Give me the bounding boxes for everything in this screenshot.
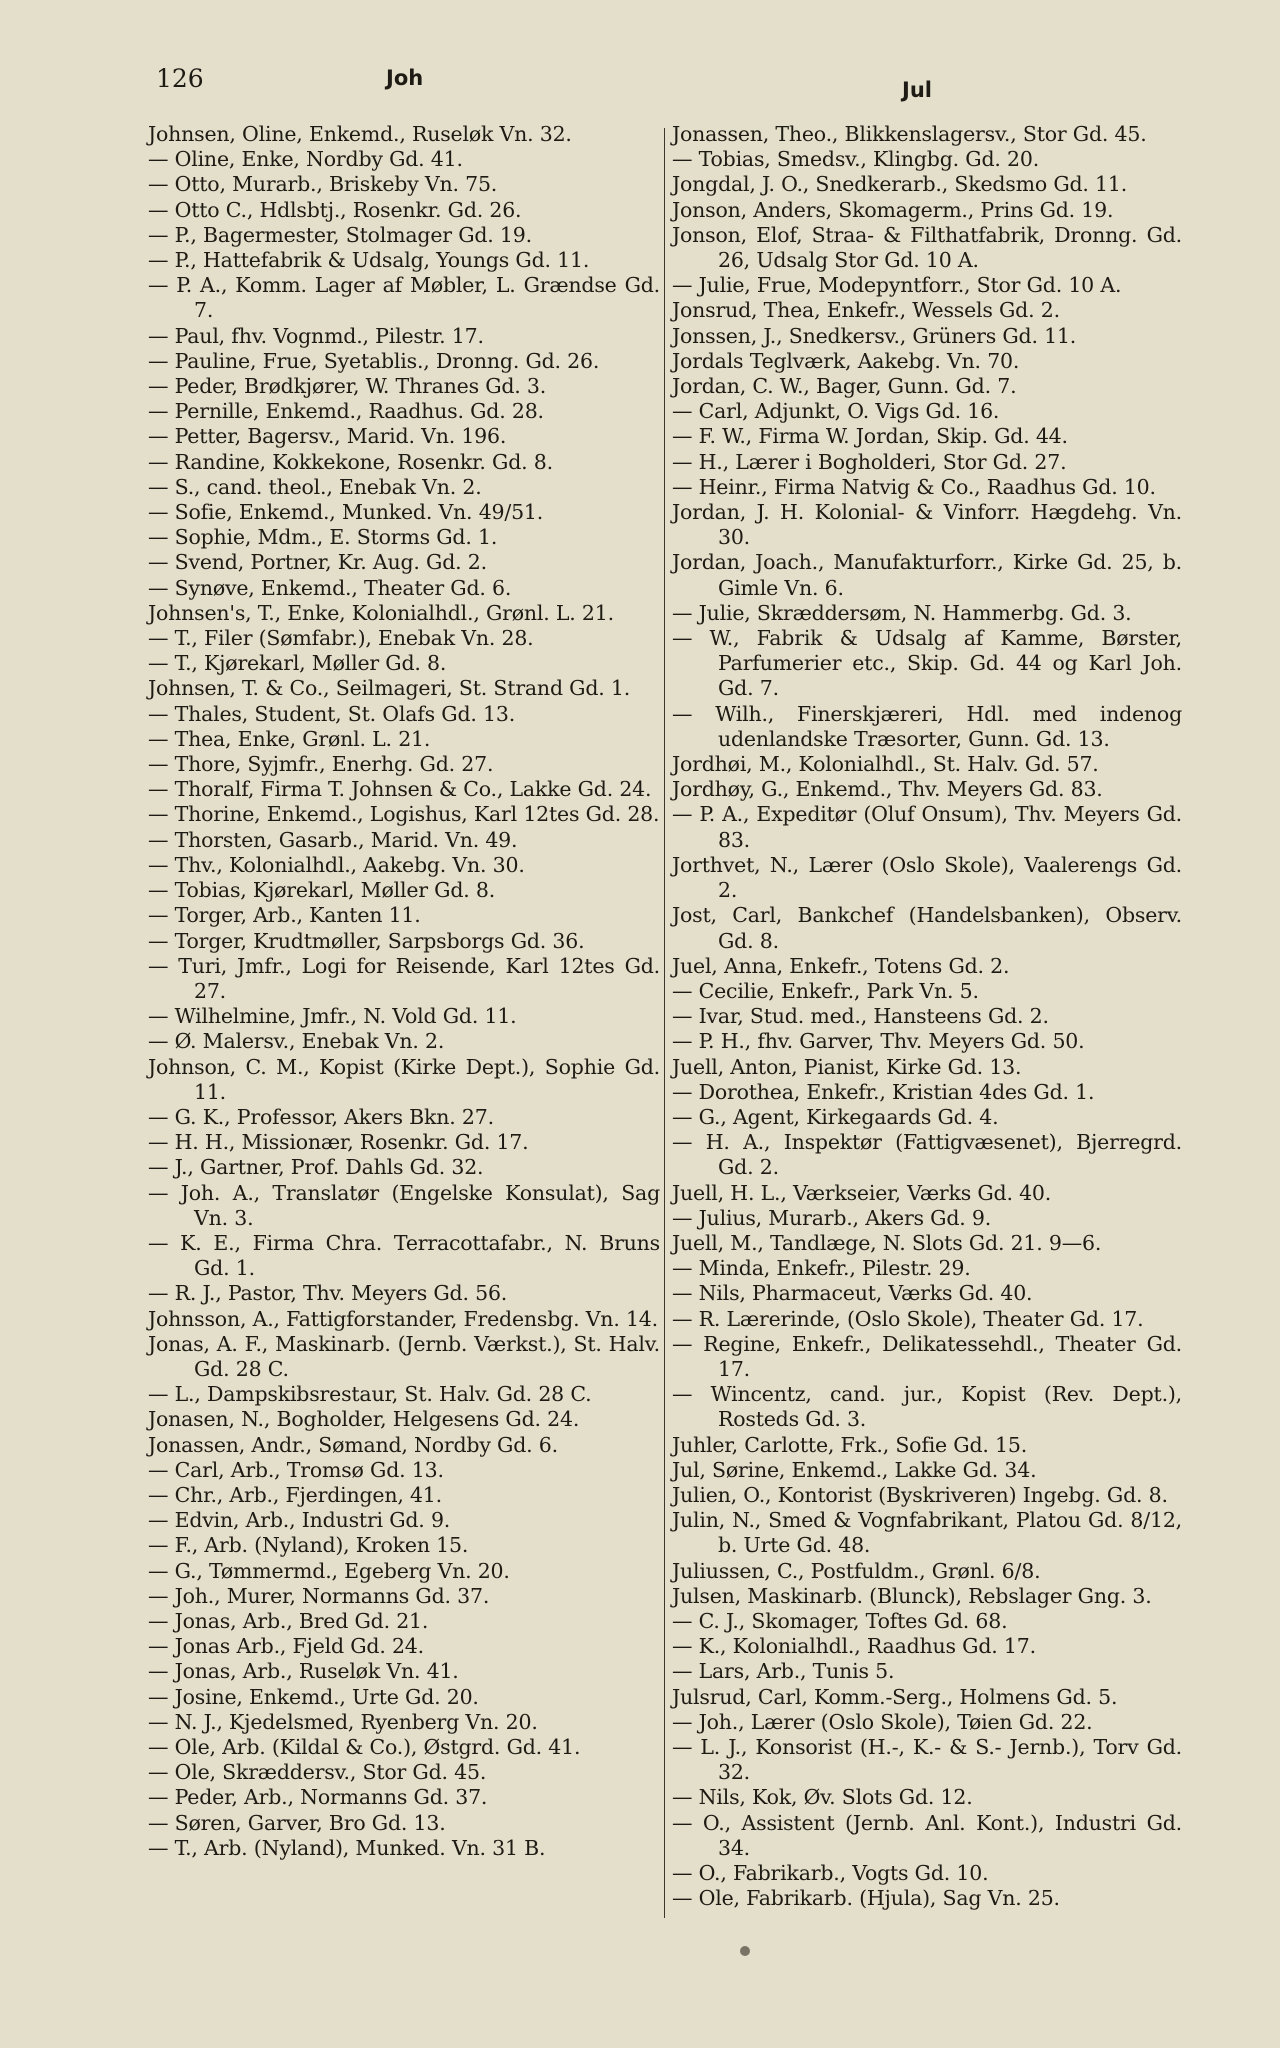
directory-entry: Jordan, Joach., Manufakturforr., Kirke Gd. 25, b. Gimle Vn. 6. [672,550,1182,600]
directory-entry: — Wilh., Finerskjæreri, Hdl. med indenog udenlandske Træsorter, Gunn. Gd. 13. [672,701,1182,751]
directory-entry: — Ivar, Stud. med., Hansteens Gd. 2. [672,1004,1049,1029]
right-column [672,122,1182,1911]
directory-entry: — Ole, Arb. (Kildal & Co.), Østgrd. Gd. 41. [148,1735,581,1759]
directory-entry: — S., cand. theol., Enebak Vn. 2. [148,474,482,499]
directory-entry: — Pauline, Frue, Syetablis., Dronng. Gd. 26. [148,348,600,373]
directory-entry: — Thorine, Enkemd., Logishus, Karl 12tes Gd. 28. [148,802,660,827]
directory-entry: Johnson, C. M., Kopist (Kirke Dept.), Sophie Gd. 11. [148,1054,660,1104]
directory-entry: Jost, Carl, Bankchef (Handelsbanken), Observ. Gd. 8. [672,903,1182,953]
directory-entry: Jonssen, J., Snedkersv., Grüners Gd. 11. [672,323,1077,348]
directory-entry: — Carl, Adjunkt, O. Vigs Gd. 16. [672,399,1000,424]
directory-entry: — T., Kjørekarl, Møller Gd. 8. [148,651,447,676]
directory-entry: — Sophie, Mdm., E. Storms Gd. 1. [148,525,498,550]
directory-entry: — P., Bagermester, Stolmager Gd. 19. [148,222,532,247]
directory-entry: — G., Agent, Kirkegaards Gd. 4. [672,1104,999,1129]
directory-entry: — Søren, Garver, Bro Gd. 13. [148,1810,446,1835]
directory-entry: — R. Lærerinde, (Oslo Skole), Theater Gd. 17. [672,1306,1144,1331]
directory-entry: — Synøve, Enkemd., Theater Gd. 6. [148,575,512,600]
directory-entry: — O., Fabrikarb., Vogts Gd. 10. [672,1861,989,1886]
directory-entry: Jorthvet, N., Lærer (Oslo Skole), Vaalerengs Gd. 2. [672,852,1182,903]
directory-entry: — F. W., Firma W. Jordan, Skip. Gd. 44. [672,424,1068,449]
directory-entry: — P. H., fhv. Garver, Thv. Meyers Gd. 50. [672,1029,1085,1054]
directory-entry: — Julius, Murarb., Akers Gd. 9. [672,1205,992,1230]
directory-entry: — Wincentz, cand. jur., Kopist (Rev. Dept.), Rosteds Gd. 3. [672,1382,1182,1432]
directory-entry: Julsen, Maskinarb. (Blunck), Rebslager Gng. 3. [672,1583,1152,1608]
directory-entry: — H., Lærer i Bogholderi, Stor Gd. 27. [672,449,1067,474]
directory-entry: Johnsson, A., Fattigforstander, Fredensbg. Vn. 14. [148,1306,658,1331]
directory-entry: — Torger, Arb., Kanten 11. [148,903,421,928]
directory-entry: — Jonas, Arb., Ruseløk Vn. 41. [148,1659,459,1684]
ink-spot [740,1946,750,1956]
directory-entry: — Joh. A., Translatør (Engelske Konsulat), Sag Vn. 3. [148,1180,660,1230]
directory-entry: — R. J., Pastor, Thv. Meyers Gd. 56. [148,1281,508,1306]
directory-entry: — O., Assistent (Jernb. Anl. Kont.), Industri Gd. 34. [672,1810,1182,1860]
directory-entry: Juhler, Carlotte, Frk., Sofie Gd. 15. [672,1432,1028,1457]
directory-entry: — Heinr., Firma Natvig & Co., Raadhus Gd. 10. [672,474,1156,499]
directory-entry: Johnsen, Oline, Enkemd., Ruseløk Vn. 32. [148,122,572,146]
directory-entry: — Joh., Murer, Normanns Gd. 37. [148,1583,490,1608]
directory-entry: — T., Arb. (Nyland), Munked. Vn. 31 B. [148,1835,546,1860]
directory-entry: Jordhøy, G., Enkemd., Thv. Meyers Gd. 83. [672,777,1103,802]
page-number: 126 [156,64,204,93]
directory-entry: — G. K., Professor, Akers Bkn. 27. [148,1104,494,1129]
directory-entry: — P. A., Expeditør (Oluf Onsum), Thv. Meyers Gd. 83. [672,802,1182,852]
directory-entry: — H. H., Missionær, Rosenkr. Gd. 17. [148,1130,529,1155]
directory-entry: Jul, Sørine, Enkemd., Lakke Gd. 34. [672,1457,1037,1482]
directory-entry: — P. A., Komm. Lager af Møbler, L. Grændse Gd. 7. [148,273,660,323]
directory-entry: — Carl, Arb., Tromsø Gd. 13. [148,1457,444,1482]
directory-entry: — H. A., Inspektør (Fattigvæsenet), Bjerregrd. Gd. 2. [672,1130,1182,1180]
directory-entry: — L. J., Konsorist (H.-, K.- & S.- Jernb.), Torv Gd. 32. [672,1735,1182,1785]
directory-entry: — J., Gartner, Prof. Dahls Gd. 32. [148,1155,484,1180]
left-column [148,122,660,1861]
directory-entry: — Ole, Skræddersv., Stor Gd. 45. [148,1760,487,1785]
directory-entry: Jordan, C. W., Bager, Gunn. Gd. 7. [672,374,1017,399]
directory-entry: — Turi, Jmfr., Logi for Reisende, Karl 12tes Gd. 27. [148,953,660,1003]
directory-entry: — L., Dampskibsrestaur, St. Halv. Gd. 28 C. [148,1382,592,1407]
directory-entry: — Edvin, Arb., Industri Gd. 9. [148,1508,451,1533]
header-left-word: Joh [386,66,424,90]
directory-entry: — C. J., Skomager, Toftes Gd. 68. [672,1608,1008,1633]
directory-entry: Juell, H. L., Værkseier, Værks Gd. 40. [672,1180,1052,1205]
header-right-word: Jul [902,78,932,102]
directory-entry: — K. E., Firma Chra. Terracottafabr., N. Bruns Gd. 1. [148,1230,660,1281]
directory-entry: — Jonas Arb., Fjeld Gd. 24. [148,1634,424,1659]
directory-entry: — Ø. Malersv., Enebak Vn. 2. [148,1029,445,1054]
directory-entry: — T., Filer (Sømfabr.), Enebak Vn. 28. [148,626,534,651]
directory-entry: Jordan, J. H. Kolonial- & Vinforr. Hægdehg. Vn. 30. [672,500,1182,550]
directory-entry: — F., Arb. (Nyland), Kroken 15. [148,1533,469,1558]
directory-entry: — K., Kolonialhdl., Raadhus Gd. 17. [672,1634,1036,1659]
directory-entry: — Julie, Skræddersøm, N. Hammerbg. Gd. 3. [672,600,1132,625]
directory-entry: — Joh., Lærer (Oslo Skole), Tøien Gd. 22. [672,1709,1093,1734]
directory-entry: — P., Hattefabrik & Udsalg, Youngs Gd. 11. [148,248,590,273]
directory-entry: Jonasen, N., Bogholder, Helgesens Gd. 24. [148,1407,580,1432]
directory-entry: — N. J., Kjedelsmed, Ryenberg Vn. 20. [148,1709,538,1734]
directory-entry: — Paul, fhv. Vognmd., Pilestr. 17. [148,323,484,348]
directory-entry: — Lars, Arb., Tunis 5. [672,1659,895,1684]
directory-entry: — Thorsten, Gasarb., Marid. Vn. 49. [148,827,518,852]
directory-entry: — Josine, Enkemd., Urte Gd. 20. [148,1684,479,1709]
directory-entry: Jonsrud, Thea, Enkefr., Wessels Gd. 2. [672,298,1060,323]
directory-entry: Juell, M., Tandlæge, N. Slots Gd. 21. 9—6. [672,1230,1102,1255]
directory-entry: — Tobias, Kjørekarl, Møller Gd. 8. [148,878,496,903]
directory-entry: — Svend, Portner, Kr. Aug. Gd. 2. [148,550,487,575]
column-divider [664,128,665,1918]
directory-entry: — Otto C., Hdlsbtj., Rosenkr. Gd. 26. [148,197,522,222]
directory-entry: Jonson, Elof, Straa- & Filthatfabrik, Dronng. Gd. 26, Udsalg Stor Gd. 10 A. [672,222,1182,273]
directory-entry: Julsrud, Carl, Komm.-Serg., Holmens Gd. 5. [672,1684,1118,1709]
directory-entry: — Tobias, Smedsv., Klingbg. Gd. 20. [672,147,1040,172]
directory-entry: Jonassen, Andr., Sømand, Nordby Gd. 6. [148,1432,558,1457]
directory-entry: — Sofie, Enkemd., Munked. Vn. 49/51. [148,500,544,525]
directory-entry: Jordhøi, M., Kolonialhdl., St. Halv. Gd. 57. [672,752,1099,777]
directory-entry: — W., Fabrik & Udsalg af Kamme, Børster, Parfumerier etc., Skip. Gd. 44 og Karl Joh. Gd. 7. [672,626,1182,701]
directory-entry: — Pernille, Enkemd., Raadhus. Gd. 28. [148,399,544,424]
directory-entry: Jonson, Anders, Skomagerm., Prins Gd. 19. [672,197,1114,222]
directory-entry: — Thv., Kolonialhdl., Aakebg. Vn. 30. [148,852,525,877]
directory-entry: Jonassen, Theo., Blikkenslagersv., Stor Gd. 45. [672,122,1147,146]
directory-entry: — G., Tømmermd., Egeberg Vn. 20. [148,1558,510,1583]
directory-entry: Juell, Anton, Pianist, Kirke Gd. 13. [672,1054,1022,1079]
directory-entry: — Thore, Syjmfr., Enerhg. Gd. 27. [148,752,494,777]
directory-entry: Jonas, A. F., Maskinarb. (Jernb. Værkst.), St. Halv. Gd. 28 C. [148,1331,660,1381]
directory-entry: Julien, O., Kontorist (Byskriveren) Ingebg. Gd. 8. [672,1482,1168,1507]
directory-entry: — Nils, Pharmaceut, Værks Gd. 40. [672,1281,1033,1306]
directory-entry: — Minda, Enkefr., Pilestr. 29. [672,1256,971,1281]
directory-entry: Juel, Anna, Enkefr., Totens Gd. 2. [672,953,1010,978]
directory-entry: — Thea, Enke, Grønl. L. 21. [148,726,431,751]
directory-entry: — Wilhelmine, Jmfr., N. Vold Gd. 11. [148,1004,517,1029]
directory-entry: Johnsen, T. & Co., Seilmageri, St. Strand Gd. 1. [148,676,631,701]
directory-entry: — Thales, Student, St. Olafs Gd. 13. [148,701,516,726]
directory-entry: — Petter, Bagersv., Marid. Vn. 196. [148,424,507,449]
directory-entry: — Jonas, Arb., Bred Gd. 21. [148,1608,429,1633]
directory-entry: — Oline, Enke, Nordby Gd. 41. [148,147,463,172]
directory-entry: — Dorothea, Enkefr., Kristian 4des Gd. 1. [672,1079,1095,1104]
directory-entry: — Otto, Murarb., Briskeby Vn. 75. [148,172,498,197]
directory-entry: — Nils, Kok, Øv. Slots Gd. 12. [672,1785,973,1810]
directory-entry: Johnsen's, T., Enke, Kolonialhdl., Grønl. L. 21. [148,600,614,625]
directory-entry: — Peder, Arb., Normanns Gd. 37. [148,1785,488,1810]
directory-entry: — Cecilie, Enkefr., Park Vn. 5. [672,978,979,1003]
directory-entry: — Thoralf, Firma T. Johnsen & Co., Lakke Gd. 24. [148,777,652,802]
directory-entry: — Chr., Arb., Fjerdingen, 41. [148,1482,442,1507]
directory-entry: — Peder, Brødkjører, W. Thranes Gd. 3. [148,374,547,399]
directory-entry: — Regine, Enkefr., Delikatessehdl., Theater Gd. 17. [672,1331,1182,1381]
directory-entry: Jordals Teglværk, Aakebg. Vn. 70. [672,348,1020,373]
directory-entry: Jongdal, J. O., Snedkerarb., Skedsmo Gd. 11. [672,172,1128,197]
directory-entry: — Julie, Frue, Modepyntforr., Stor Gd. 10 A. [672,273,1122,298]
directory-entry: Juliussen, C., Postfuldm., Grønl. 6/8. [672,1558,1041,1583]
directory-entry: — Torger, Krudtmøller, Sarpsborgs Gd. 36. [148,928,585,953]
directory-entry: — Randine, Kokkekone, Rosenkr. Gd. 8. [148,449,553,474]
directory-entry: Julin, N., Smed & Vognfabrikant, Platou Gd. 8/12, b. Urte Gd. 48. [672,1508,1182,1558]
directory-entry: — Ole, Fabrikarb. (Hjula), Sag Vn. 25. [672,1886,1060,1911]
page-header [156,62,1184,102]
